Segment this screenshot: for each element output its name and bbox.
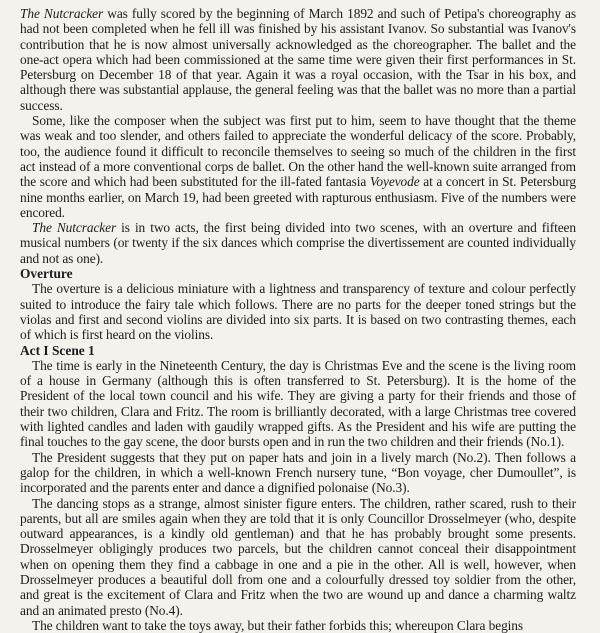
paragraph-text: Overture [20,266,73,282]
paragraph-text: The children want to take the toys away, but their father forbids this; whereupon Clara begins [32,617,523,633]
paragraph-text: Act I Scene 1 [20,342,95,358]
paragraph-text: Some, like the composer when the subject was first put to him, seem to have thought that the theme was weak and too slender, and others failed to appreciate the wonderful delicacy of the score. Probably, too, the audience found it difficult to reconcile themselves to seeing so much of the children in the first act instead of a more conventional corps de ballet. On the other hand the well-known suite arranged from the score and which had been substituted for the ill-fated fantasia [20,113,576,190]
paragraph-text: at a concert in St. Petersburg nine months earlier, on March 19, had been greeted with rapturous enthusiasm. Five of the numbers were encored. [20,174,577,220]
italic-title-text: Voyevode [369,174,420,190]
paragraph-text: The President suggests that they put on paper hats and join in a lively march (No.2). Then follows a galop for the children, in which a well-known French nursery tune, “Bon voyage, cher Dumoullet”, is incorporated and the parents enter and dance a dignified polonaise (No.3). [20,449,576,496]
body-paragraph [20,281,576,342]
body-paragraph [20,358,576,450]
italic-title-text: The Nutcracker [32,220,117,236]
body-paragraph [20,496,576,618]
body-paragraph [20,6,576,113]
paragraph-text: was fully scored by the beginning of March 1892 and such of Petipa's choreography as had not been completed when he fell ill was finished by his assistant Ivanov. So substantial was Ivanov's contribution that he is now almost universally acknowledged as the choreographer. The ballet and the one-act opera which had been commissioned at the same time were given their first performances in St. Petersburg on December 18 of that year. Again it was a royal occasion, with the Tsar in his box, and although there was substantial applause, the general feeling was that the ballet was no more than a partial success. [20,6,576,113]
italic-title-text: The Nutcracker [20,6,104,21]
section-heading [20,343,576,358]
paragraph-text: The dancing stops as a strange, almost sinister figure enters. The children, rather scared, rush to their parents, but all are smiles again when they are told that it is only Councillor Drosselmeyer (who, despite outward appearances, is a kindly old gentleman) and that he has probably brought some presents. Drosselmeyer obligingly produces two parcels, but the children cannot conceal their disappointment when on opening them they find a cabbage in one and a pie in the other. All is well, however, when Drosselmeyer produces a beautiful doll from one and a colourfully dressed toy soldier from the other, and great is the excitement of Clara and Fritz when the two are wound up and dance a charming waltz and an animated presto (No.4). [20,495,576,618]
paragraph-text: The overture is a delicious miniature with a lightness and transparency of texture and colour perfectly suited to introduce the fairy tale which follows. There are no parts for the deeper toned strings but the violas and first and second violins are divided into six parts. It is based on two contrasting themes, each of which is first heard on the violins. [20,281,576,343]
body-paragraph [20,618,576,633]
body-paragraph [20,450,576,496]
paragraph-text: The time is early in the Nineteenth Century, the day is Christmas Eve and the scene is the living room of a house in Germany (although this is often transferred to St. Petersburg). It is the home of the President of the local town council and his wife. They are giving a party for their friends and those of their two children, Clara and Fritz. The room is brilliantly decorated, with a large Christmas tree covered with lighted candles and laden with gaudily wrapped gifts. As the President and his wife are putting the final touches to the gay scene, the door bursts open and in run the two children and their friends (No.1). [20,357,576,450]
body-paragraph [20,220,576,266]
section-heading [20,266,576,281]
paragraph-text: is in two acts, the first being divided into two scenes, with an overture and fifteen musical numbers (or twenty if the six dances which comprise the divertissement are counted individually and not as one). [20,220,577,266]
body-paragraph [20,113,576,220]
